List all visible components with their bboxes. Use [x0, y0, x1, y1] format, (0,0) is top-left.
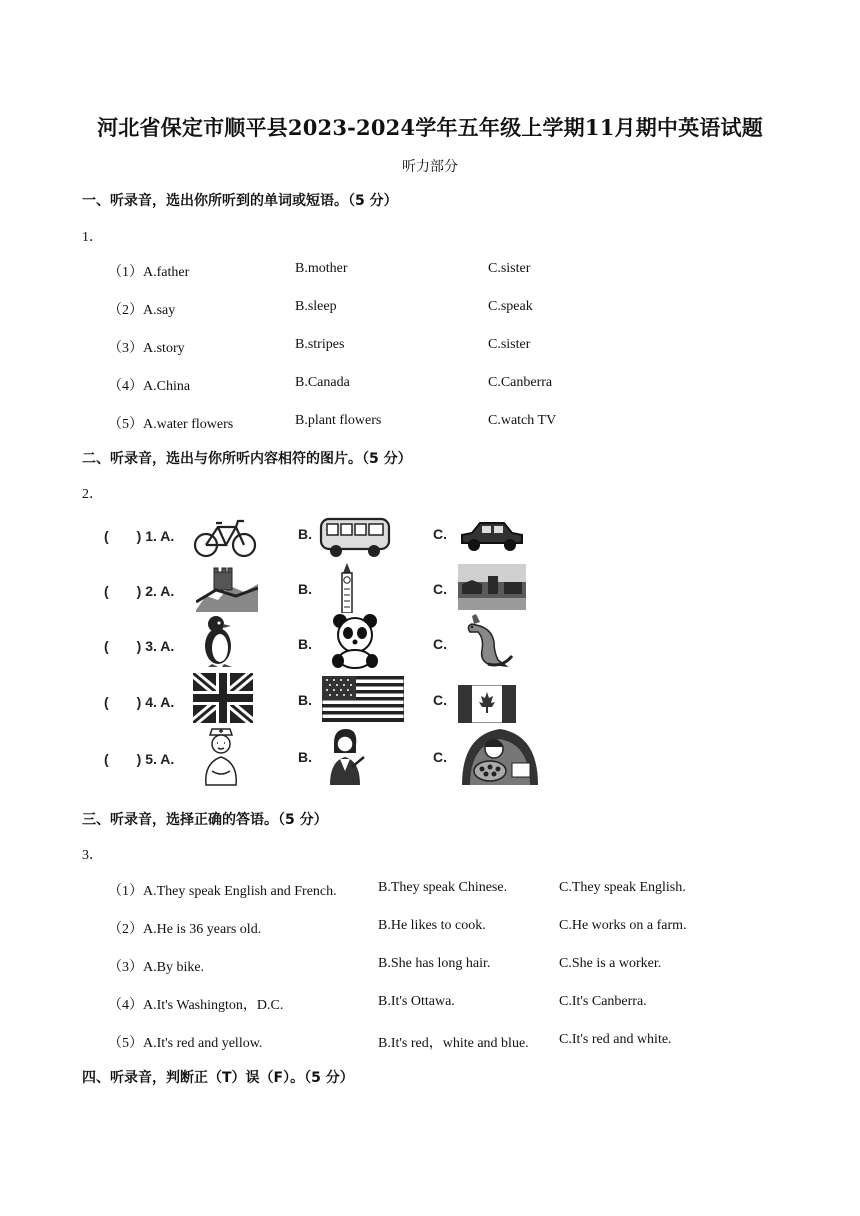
big-ben-icon	[336, 563, 358, 613]
uk-flag-icon	[193, 673, 253, 723]
pic-row-5-c-label: C.	[433, 749, 447, 765]
city-photo-icon	[458, 564, 526, 610]
section4-heading: 四、听录音，判断正（T）误（F）。（5 分）	[82, 1070, 354, 1086]
nurse-icon	[198, 727, 244, 787]
option-1-c: C.sister	[488, 261, 531, 276]
question-number-3: 3．	[82, 848, 103, 863]
question-number-2: 2．	[82, 487, 103, 502]
pic-row-2-b-label: B.	[298, 581, 312, 597]
pic-row-3-b-label: B.	[298, 636, 312, 652]
page-title: 河北省保定市顺平县2023-2024学年五年级上学期11月期中英语试题	[97, 115, 763, 140]
pic-row-5-label: ( ) 5. A.	[104, 751, 175, 767]
canada-flag-icon	[458, 685, 516, 723]
answer-2-a: （2）A.He is 36 years old.	[108, 922, 262, 937]
option-2-b: B.sleep	[295, 299, 337, 314]
answer-3-c: C.She is a worker.	[559, 956, 662, 971]
usa-flag-icon	[322, 676, 404, 722]
answer-4-b: B.It's Ottawa.	[378, 994, 455, 1009]
pic-row-2-label: ( ) 2. A.	[104, 583, 175, 599]
option-3-b: B.stripes	[295, 337, 345, 352]
option-5-c: C.watch TV	[488, 413, 557, 428]
option-4-c: C.Canberra	[488, 375, 553, 390]
bicycle-icon	[192, 515, 258, 559]
pic-row-1-c-label: C.	[433, 526, 447, 542]
teacher-icon	[322, 727, 368, 787]
option-3-a: （3）A.story	[108, 341, 185, 356]
answer-5-a: （5）A.It's red and yellow.	[108, 1036, 263, 1051]
answer-1-c: C.They speak English.	[559, 880, 686, 895]
car-icon	[458, 517, 526, 555]
pic-row-4-b-label: B.	[298, 692, 312, 708]
pic-row-1-b-label: B.	[298, 526, 312, 542]
option-1-b: B.mother	[295, 261, 348, 276]
answer-2-c: C.He works on a farm.	[559, 918, 687, 933]
answer-3-b: B.She has long hair.	[378, 956, 491, 971]
answer-5-b: B.It's red，white and blue.	[378, 1036, 529, 1051]
option-2-c: C.speak	[488, 299, 533, 314]
answer-2-b: B.He likes to cook.	[378, 918, 486, 933]
pic-row-3-label: ( ) 3. A.	[104, 638, 175, 654]
page-subtitle: 听力部分	[402, 159, 458, 175]
answer-1-a: （1）A.They speak English and French.	[108, 884, 337, 899]
answer-3-a: （3）A.By bike.	[108, 960, 205, 975]
answer-4-c: C.It's Canberra.	[559, 994, 647, 1009]
pic-row-4-label: ( ) 4. A.	[104, 694, 175, 710]
option-1-a: （1）A.father	[108, 265, 190, 280]
farmer-icon	[460, 727, 540, 787]
option-2-a: （2）A.say	[108, 303, 176, 318]
section2-heading: 二、听录音，选出与你所听内容相符的图片。（5 分）	[82, 451, 412, 467]
option-5-a: （5）A.water flowers	[108, 417, 234, 432]
question-number-1: 1．	[82, 230, 103, 245]
penguin-icon	[196, 614, 246, 668]
answer-1-b: B.They speak Chinese.	[378, 880, 508, 895]
option-5-b: B.plant flowers	[295, 413, 382, 428]
pic-row-4-c-label: C.	[433, 692, 447, 708]
answer-5-c: C.It's red and white.	[559, 1032, 672, 1047]
pic-row-1-label: ( ) 1. A.	[104, 528, 175, 544]
option-4-a: （4）A.China	[108, 379, 191, 394]
option-3-c: C.sister	[488, 337, 531, 352]
great-wall-icon	[196, 566, 258, 612]
section1-heading: 一、听录音，选出你所听到的单词或短语。（5 分）	[82, 193, 398, 209]
pic-row-5-b-label: B.	[298, 749, 312, 765]
bus-icon	[318, 515, 392, 559]
section3-heading: 三、听录音，选择正确的答语。（5 分）	[82, 812, 328, 828]
pic-row-2-c-label: C.	[433, 581, 447, 597]
pic-row-3-c-label: C.	[433, 636, 447, 652]
panda-icon	[328, 613, 382, 669]
option-4-b: B.Canada	[295, 375, 350, 390]
answer-4-a: （4）A.It's Washington，D.C.	[108, 998, 284, 1013]
kangaroo-icon	[458, 612, 514, 670]
